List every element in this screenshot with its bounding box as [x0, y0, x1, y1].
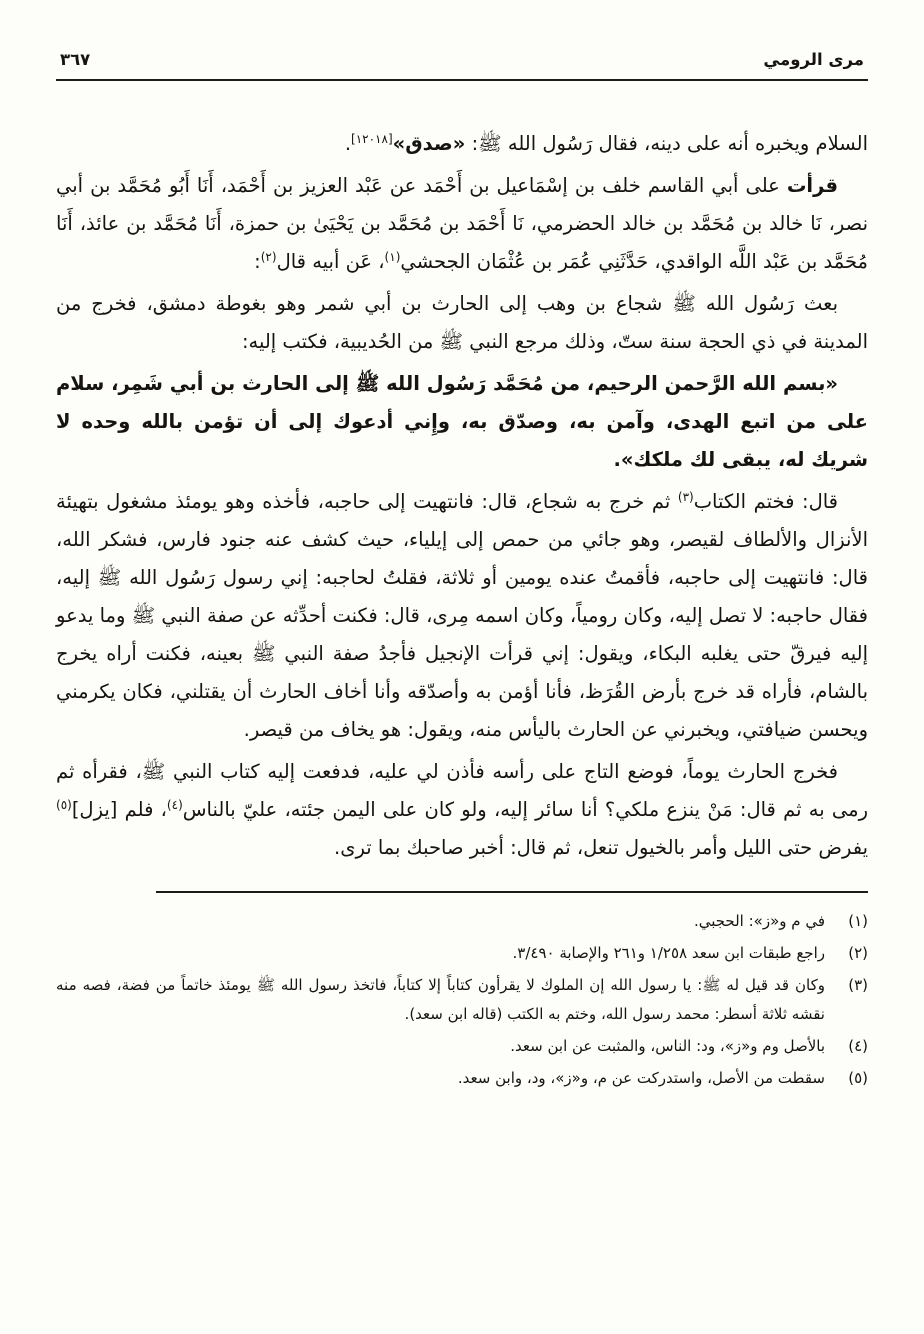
footnote-ref-4: (٤)	[166, 798, 183, 812]
footnote-number: (٢)	[848, 943, 868, 962]
footnote-text: في م و«ز»: الحجبي.	[693, 911, 825, 930]
paragraph-2	[56, 167, 868, 281]
footnotes-section	[56, 907, 868, 1093]
text-run: ثم خرج به شجاع، قال: فانتهيت إلى حاجبه، فأخذه وهو يومئذ مشغول بتهيئة الأنزال والألطاف لقيصر، وهو جائي من حمص إلى إيلياء، حيث كشف عنه جنود فارس، فشكر الله، قال: فانتهيت إلى حاجبه، فأقمتُ عنده يومين أو ثلاثة، فقلتُ لحاجبه: إني رسول رَسُول الله ﷺ إليه، فقال حاجبه: لا تصل إليه، وكان رومياً، وكان اسمه مِرى، قال: فكنت أحدِّثه عن صفة النبي ﷺ وما يدعو إليه فيرقّ حتى يغلبه البكاء، ويقول: إني قرأت الإنجيل فأجدُ صفة النبي ﷺ بعينه، فكنت أراه يخرج بالشام، فأراه قد خرج بأرض القُرَظ، فأنا أؤمن به وأصدّقه وأنا أخاف الحارث أن يقتلني، فكان يكرمني ويحسن ضيافتي، ويخبرني عن الحارث باليأس منه، ويقول: هو يخاف من قيصر.	[56, 490, 868, 741]
body-text	[56, 125, 868, 867]
footnote-text: راجع طبقات ابن سعد ١/٢٥٨ و٢٦١ والإصابة ٣/٤٩٠.	[512, 943, 825, 962]
footnote-number: (٤)	[848, 1036, 868, 1055]
paragraph-1	[56, 125, 868, 163]
text-run: ، فلم [يزل]	[71, 798, 167, 821]
footnote-ref-2: (٢)	[260, 250, 277, 264]
paragraph-5	[56, 483, 868, 749]
header-rule	[56, 79, 868, 81]
footnote-number: (١)	[848, 911, 868, 930]
page-header	[56, 50, 868, 69]
text-run: على أبي القاسم خلف بن إسْمَاعيل بن أَحْمَد عن عَبْد العزيز بن أَحْمَد، أَنَا أَبُو مُحَمَّد بن أبي نصر، نَا خالد بن مُحَمَّد بن خالد الحضرمي، نَا أَحْمَد بن مُحَمَّد بن يَحْيَىٰ بن حمزة، أَنَا مُحَمَّد بن عائذ، أَنَا مُحَمَّد بن عَبْد اللَّه الواقدي، حَدَّثَنِي عُمَر بن عُثْمَان الجحشي	[56, 174, 868, 273]
footnote-text: وكان قد قيل له ﷺ: يا رسول الله إن الملوك لا يقرأون كتاباً إلا كتاباً، فاتخذ رسول الله ﷺ يومئذ خاتماً من فضة، فصه منه نقشه ثلاثة أسطر: محمد رسول الله، وختم به الكتب (قاله ابن سعد).	[56, 975, 825, 1023]
page-number: ٣٦٧	[60, 50, 91, 69]
footnote-ref-5: (٥)	[56, 798, 72, 812]
text-run: فخرج الحارث يوماً، فوضع التاج على رأسه فأذن لي عليه، فدفعت إليه كتاب النبي ﷺ، فقرأه ثم رمى به ثم قال: مَنْ ينزع ملكي؟ أنا سائر إليه، ولو كان على اليمن جئته، عليّ بالناس	[56, 760, 868, 821]
footnote-text: سقطت من الأصل، واستدركت عن م، و«ز»، ود، وابن سعد.	[457, 1068, 825, 1087]
running-title: مرى الرومي	[763, 50, 864, 69]
footnote-number: (٣)	[848, 975, 868, 994]
text-run: .	[344, 132, 352, 155]
footnote-3	[56, 971, 868, 1029]
letter-text: «بسم الله الرَّحمن الرحيم، من مُحَمَّد رَسُول الله ﷺ إلى الحارث بن أبي شَمِر، سلام على من اتبع الهدى، وآمن به، وصدّق به، وإِني أدعوك إلى أن تؤمن بالله وحده لا شريك له، يبقى لك ملكك».	[56, 372, 868, 471]
footnote-ref-3: (٣)	[677, 490, 694, 504]
text-run: بعث رَسُول الله ﷺ شجاع بن وهب إلى الحارث بن أبي شمر وهو بغوطة دمشق، فخرج من المدينة في ذي الحجة سنة ستّ، وذلك مرجع النبي ﷺ من الحُديبية، فكتب إليه:	[56, 292, 868, 353]
footnote-text: بالأصل وم و«ز»، ود: الناس، والمثبت عن ابن سعد.	[510, 1036, 825, 1055]
footnote-4	[56, 1032, 868, 1061]
footnote-number: (٥)	[848, 1068, 868, 1087]
text-run: :	[254, 250, 261, 273]
text-run: قال: فختم الكتاب	[693, 490, 838, 513]
hadith-number: [١٢٠١٨]	[351, 132, 393, 146]
footnote-2	[56, 939, 868, 968]
text-run: ، عَن أبيه قال	[276, 250, 385, 273]
footnote-5	[56, 1064, 868, 1093]
text-run: السلام ويخبره أنه على دينه، فقال رَسُول الله ﷺ:	[465, 132, 868, 155]
hadith-quote: «صدق»	[392, 132, 466, 155]
paragraph-3	[56, 285, 868, 361]
footnote-separator	[156, 891, 868, 893]
isnad-opening-word: قرأت	[786, 174, 838, 197]
paragraph-4-letter	[56, 365, 868, 479]
footnote-1	[56, 907, 868, 936]
footnote-ref-1: (١)	[384, 250, 401, 264]
paragraph-6	[56, 753, 868, 867]
text-run: يفرض حتى الليل وأمر بالخيول تنعل، ثم قال: أخبر صاحبك بما ترى.	[334, 836, 868, 859]
